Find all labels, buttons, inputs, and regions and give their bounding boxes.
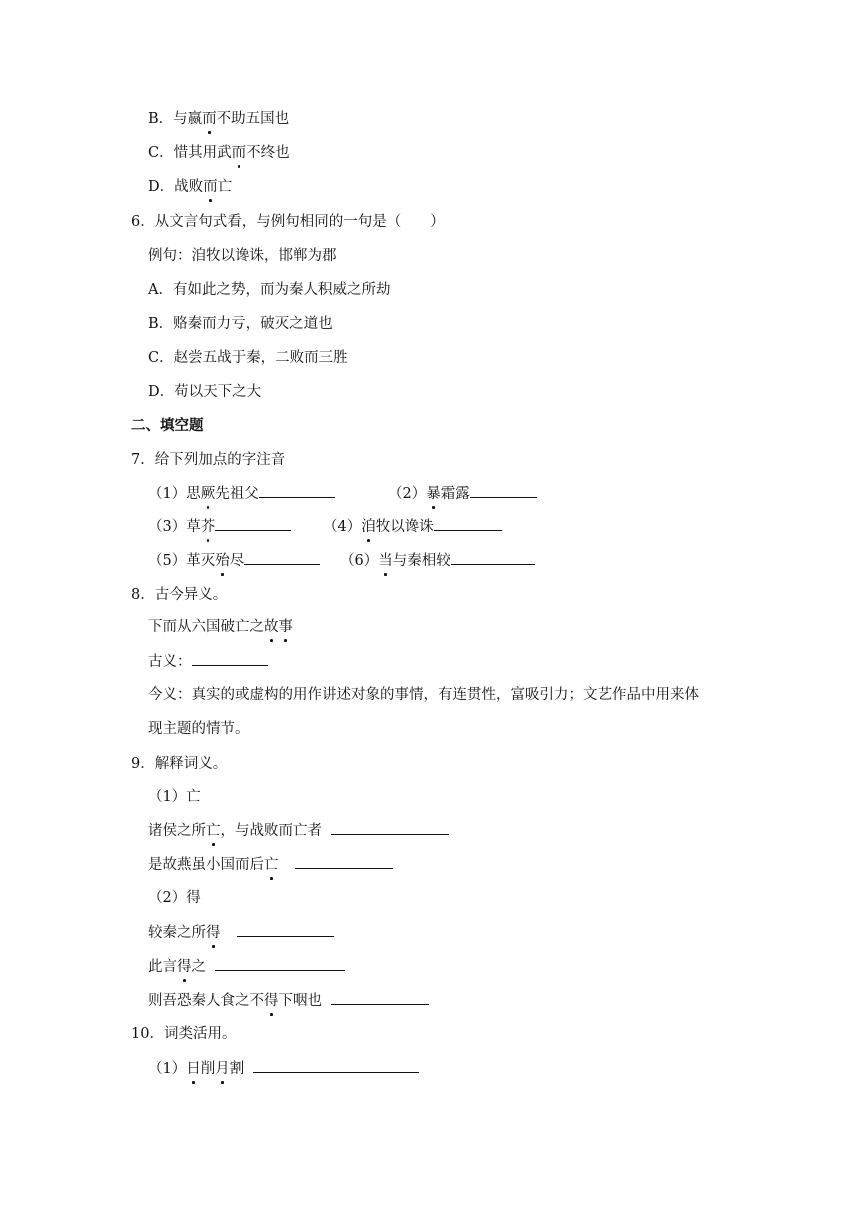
answer-blank[interactable] (237, 922, 334, 937)
answer-blank[interactable] (470, 483, 537, 498)
q7-item-4: （4）洎牧以谗诛 (323, 516, 502, 537)
q5-option-d: D．战败而亡 (148, 179, 233, 195)
q8-modern-meaning-line1: 今义：真实的或虚构的用作讲述对象的事情，有连贯性，富吸引力；文艺作品中用来体 (148, 687, 699, 703)
emphasis-char: 得 (206, 925, 221, 941)
answer-blank[interactable] (215, 956, 345, 971)
answer-blank[interactable] (259, 483, 335, 498)
answer-blank[interactable] (295, 854, 393, 869)
q7-item-1: （1）思厥先祖父 (148, 483, 335, 504)
q6-stem: 6．从文言句式看，与例句相同的一句是（ ） (131, 214, 445, 230)
answer-blank[interactable] (331, 820, 449, 835)
q9-sentence-1: 诸侯之所亡，与战败而亡者 (148, 820, 449, 841)
emphasis-char: 殆 (215, 553, 230, 569)
q9-sentence-5: 则吾恐秦人食之不得下咽也 (148, 990, 429, 1011)
answer-blank[interactable] (244, 550, 320, 565)
q7-stem: 7．给下列加点的字注音 (131, 452, 286, 468)
emphasis-char: 而 (203, 179, 218, 195)
answer-blank[interactable] (331, 990, 429, 1005)
q7-item-3: （3）草芥 (148, 516, 291, 537)
q9-sub2: （2）得 (148, 890, 201, 906)
emphasis-char: 亡 (206, 823, 221, 839)
q8-modern-meaning-line2: 现主题的情节。 (148, 721, 250, 737)
emphasis-char: 日 (186, 1061, 201, 1077)
q6-example: 例句：洎牧以谗诛，邯郸为郡 (148, 248, 337, 264)
emphasis-char: 故 (264, 619, 279, 635)
emphasis-char: 而 (202, 111, 217, 127)
q8-stem: 8．古今异义。 (131, 587, 228, 603)
q10-stem: 10．词类活用。 (131, 1026, 237, 1042)
q6-option-c: C．赵尝五战于秦，二败而三胜 (148, 350, 348, 366)
answer-blank[interactable] (192, 651, 268, 666)
q10-item-1: （1）日削月割 (148, 1058, 419, 1079)
q9-sentence-3: 较秦之所得 (148, 922, 334, 943)
q9-stem: 9．解释词义。 (131, 756, 228, 772)
q6-option-d: D．苟以天下之大 (148, 384, 262, 400)
answer-blank[interactable] (253, 1058, 419, 1073)
q8-ancient-meaning: 古义： (148, 651, 268, 672)
q7-item-6: （6）当与秦相较 (340, 550, 535, 571)
q6-option-b: B．赂秦而力亏，破灭之道也 (148, 316, 333, 332)
emphasis-char: 得 (264, 993, 279, 1009)
emphasis-char: 事 (278, 619, 293, 635)
emphasis-char: 厥 (200, 486, 216, 502)
section-title: 二、填空题 (131, 418, 204, 434)
q9-sub1: （1）亡 (148, 789, 201, 805)
q7-item-2: （2）暴霜露 (388, 483, 537, 504)
q5-option-c: C．惜其用武而不终也 (148, 145, 290, 161)
answer-blank[interactable] (451, 550, 535, 565)
q5-option-b: B．与嬴而不助五国也 (148, 111, 290, 127)
q6-option-a: A．有如此之势，而为秦人积威之所劫 (148, 282, 391, 298)
q9-sentence-4: 此言得之 (148, 956, 345, 977)
q9-sentence-2: 是故燕虽小国而后亡 (148, 854, 393, 875)
answer-blank[interactable] (434, 516, 502, 531)
emphasis-char: 而 (231, 145, 247, 161)
q7-item-5: （5）革灭殆尽 (148, 550, 320, 571)
emphasis-char: 暴 (426, 486, 441, 502)
emphasis-char: 当 (378, 553, 393, 569)
emphasis-char: 得 (177, 959, 192, 975)
emphasis-char: 洎 (361, 519, 376, 535)
emphasis-char: 芥 (200, 519, 216, 535)
q8-sentence: 下而从六国破亡之故事 (148, 619, 293, 635)
emphasis-char: 亡 (264, 857, 279, 873)
answer-blank[interactable] (215, 516, 291, 531)
emphasis-char: 月 (215, 1061, 230, 1077)
